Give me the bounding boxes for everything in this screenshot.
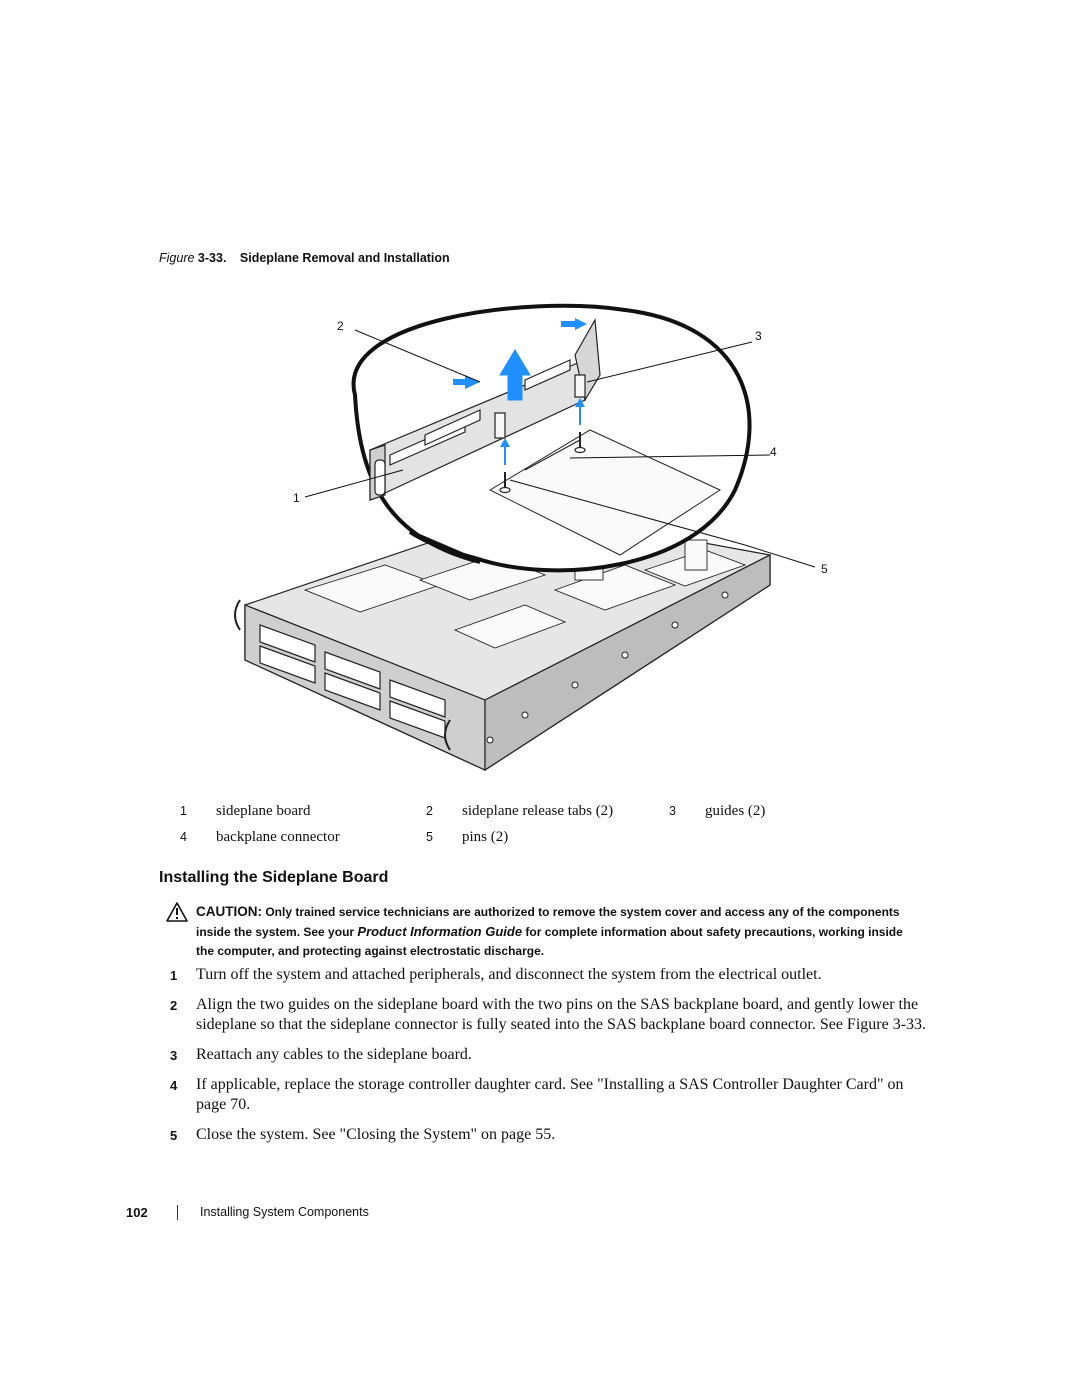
procedure-step <box>170 995 930 1035</box>
legend-number: 4 <box>180 830 187 844</box>
legend-row <box>180 829 820 855</box>
step-number: 5 <box>170 1128 178 1143</box>
sideplane-illustration <box>225 300 828 790</box>
legend-number: 1 <box>180 804 187 818</box>
sideplane-diagram <box>225 300 828 790</box>
procedure-step <box>170 1075 930 1115</box>
callout-1: 1 <box>293 491 300 505</box>
legend-item <box>426 803 669 820</box>
footer-divider <box>177 1205 178 1220</box>
legend-item <box>426 829 669 846</box>
legend-item <box>180 803 426 820</box>
legend-number: 5 <box>426 830 433 844</box>
step-text: Reattach any cables to the sideplane board. <box>196 1046 472 1063</box>
figure-caption-number: 3-33. <box>197 251 227 265</box>
callout-2: 2 <box>337 319 344 333</box>
caution-body-start: Only trained service technicians are authorized to remove the system cover and access any of the components inside the system. See your <box>196 905 900 939</box>
step-text: Close the system. See "Closing the System" on page 55. <box>196 1126 556 1143</box>
footer-section-title: Installing System Components <box>200 1205 369 1219</box>
figure-caption <box>159 251 450 265</box>
caution-label: CAUTION: <box>196 904 262 919</box>
caution-emphasis: Product Information Guide <box>357 924 523 939</box>
legend-number: 2 <box>426 804 433 818</box>
legend-number: 3 <box>669 804 676 818</box>
figure-legend <box>180 803 820 855</box>
figure-caption-title: Sideplane Removal and Installation <box>239 251 450 265</box>
warning-triangle-icon <box>166 902 188 922</box>
procedure-step <box>170 965 930 985</box>
callout-4: 4 <box>770 445 777 459</box>
legend-label: backplane connector <box>216 829 340 845</box>
callout-3: 3 <box>755 329 762 343</box>
legend-row <box>180 803 820 829</box>
procedure-step <box>170 1045 930 1065</box>
step-text: If applicable, replace the storage controller daughter card. See "Installing a SAS Controller Daughter Card" on page 70. <box>196 1076 904 1113</box>
legend-label: pins (2) <box>462 829 509 845</box>
page-footer <box>126 1202 369 1222</box>
section-heading: Installing the Sideplane Board <box>159 869 389 886</box>
caution-body-end: for complete information about safety precautions, working inside the computer, and protecting against electrostatic discharge. <box>196 925 903 958</box>
legend-item <box>669 803 819 820</box>
step-number: 1 <box>170 968 178 983</box>
caution-text <box>196 902 916 961</box>
callout-5: 5 <box>821 562 828 576</box>
legend-item <box>180 829 426 846</box>
legend-label: guides (2) <box>705 803 766 819</box>
step-number: 2 <box>170 998 178 1013</box>
legend-label: sideplane release tabs (2) <box>462 803 614 819</box>
procedure-step <box>170 1125 930 1145</box>
step-number: 4 <box>170 1078 178 1093</box>
page-number: 102 <box>126 1204 148 1220</box>
legend-label: sideplane board <box>216 803 311 819</box>
step-text: Turn off the system and attached peripherals, and disconnect the system from the electrical outlet. <box>196 966 822 983</box>
figure-caption-prefix: Figure <box>159 251 195 265</box>
step-number: 3 <box>170 1048 178 1063</box>
step-text: Align the two guides on the sideplane board with the two pins on the SAS backplane board, and gently lower the sideplane so that the sideplane connector is fully seated into the SAS backplane board connector. See Figure 3-33. <box>196 996 927 1033</box>
procedure-steps <box>170 965 930 1155</box>
